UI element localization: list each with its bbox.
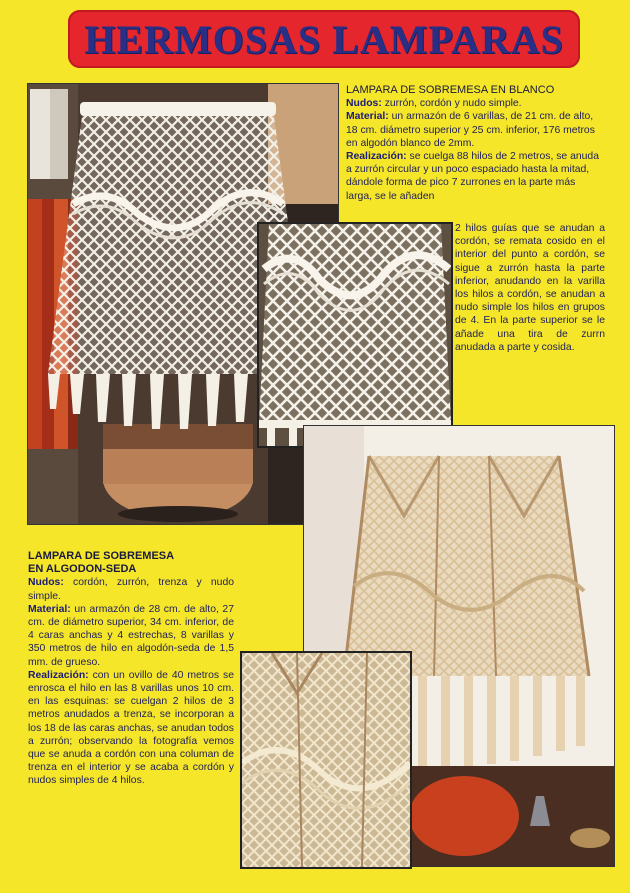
nudos-label: Nudos: <box>28 577 64 589</box>
article2-material <box>28 603 234 669</box>
realizacion-text: se cuelga 88 hilos de 2 metros, se anuda a zurrón circular y un poco espaciado hasta la mitad, dándole forma de pico 7 zurrones en la parte más larga, se le añaden <box>346 151 599 202</box>
article1-material <box>346 110 604 150</box>
article1-continuation: 2 hilos guías que se anudan a cordón, se remata cosido en el interior del punto a cordón, se sigue a zurrón hasta la parte inferior, anudando en la varilla los hilos a cordón, se anudan a nudo simple los hilos en grupos de 4. En la parte superior se le añade una tira de zurrn anudada a parte y cosida. <box>455 223 605 353</box>
title-banner <box>68 10 580 68</box>
nudos-text: cordón, zurrón, trenza y nudo simple. <box>28 577 234 602</box>
article2-heading-line1: LAMPARA DE SOBREMESA <box>28 550 175 562</box>
material-label: Material: <box>346 111 389 123</box>
article2-heading-line2: EN ALGODON-SEDA <box>28 563 137 576</box>
realizacion-text: con un ovillo de 40 metros se enrosca el hilo en las 8 varillas unos 10 cm. en las esquinas: se cuelgan 2 hilos de 3 metros anudados a trenza, se incorporan a los 18 de las caras anchas, se anudan todos a zurrón; observando la fotografía vemos que se anuda a cordón con una columan de trenza en el interior y se acaba a cordón y nudos simples de 4 hilos. <box>28 669 235 787</box>
beige-lamp-detail-photo <box>240 651 412 869</box>
nudos-text: zurrón, cordón y nudo simple. <box>384 98 522 110</box>
realizacion-label: Realización: <box>28 669 89 681</box>
article1-nudos <box>346 97 604 110</box>
page-title: HERMOSAS LAMPARAS <box>84 16 564 62</box>
realizacion-label: Realización: <box>346 151 407 163</box>
article1-heading: LAMPARA DE SOBREMESA EN BLANCO <box>346 84 555 96</box>
material-text: un armazón de 28 cm. de alto, 27 cm. de diámetro superior, 34 cm. inferior, de 4 caras anchas y 4 estrechas, 8 varillas y 350 metros de hilo en algodón-seda de 1,5 mm. de grueso. <box>28 603 234 668</box>
article1-text <box>346 84 604 203</box>
article2-text <box>28 550 234 788</box>
nudos-label: Nudos: <box>346 98 382 110</box>
material-text: un armazón de 6 varillas, de 21 cm. de alto, 18 cm. diámetro superior y 25 cm. inferior, 176 metros en algodón blanco de 2mm. <box>346 111 595 149</box>
material-label: Material: <box>28 603 71 615</box>
article2-nudos <box>28 576 234 602</box>
article1-realizacion <box>346 150 604 203</box>
white-lamp-detail-photo <box>257 222 453 448</box>
article2-realizacion <box>28 669 234 788</box>
